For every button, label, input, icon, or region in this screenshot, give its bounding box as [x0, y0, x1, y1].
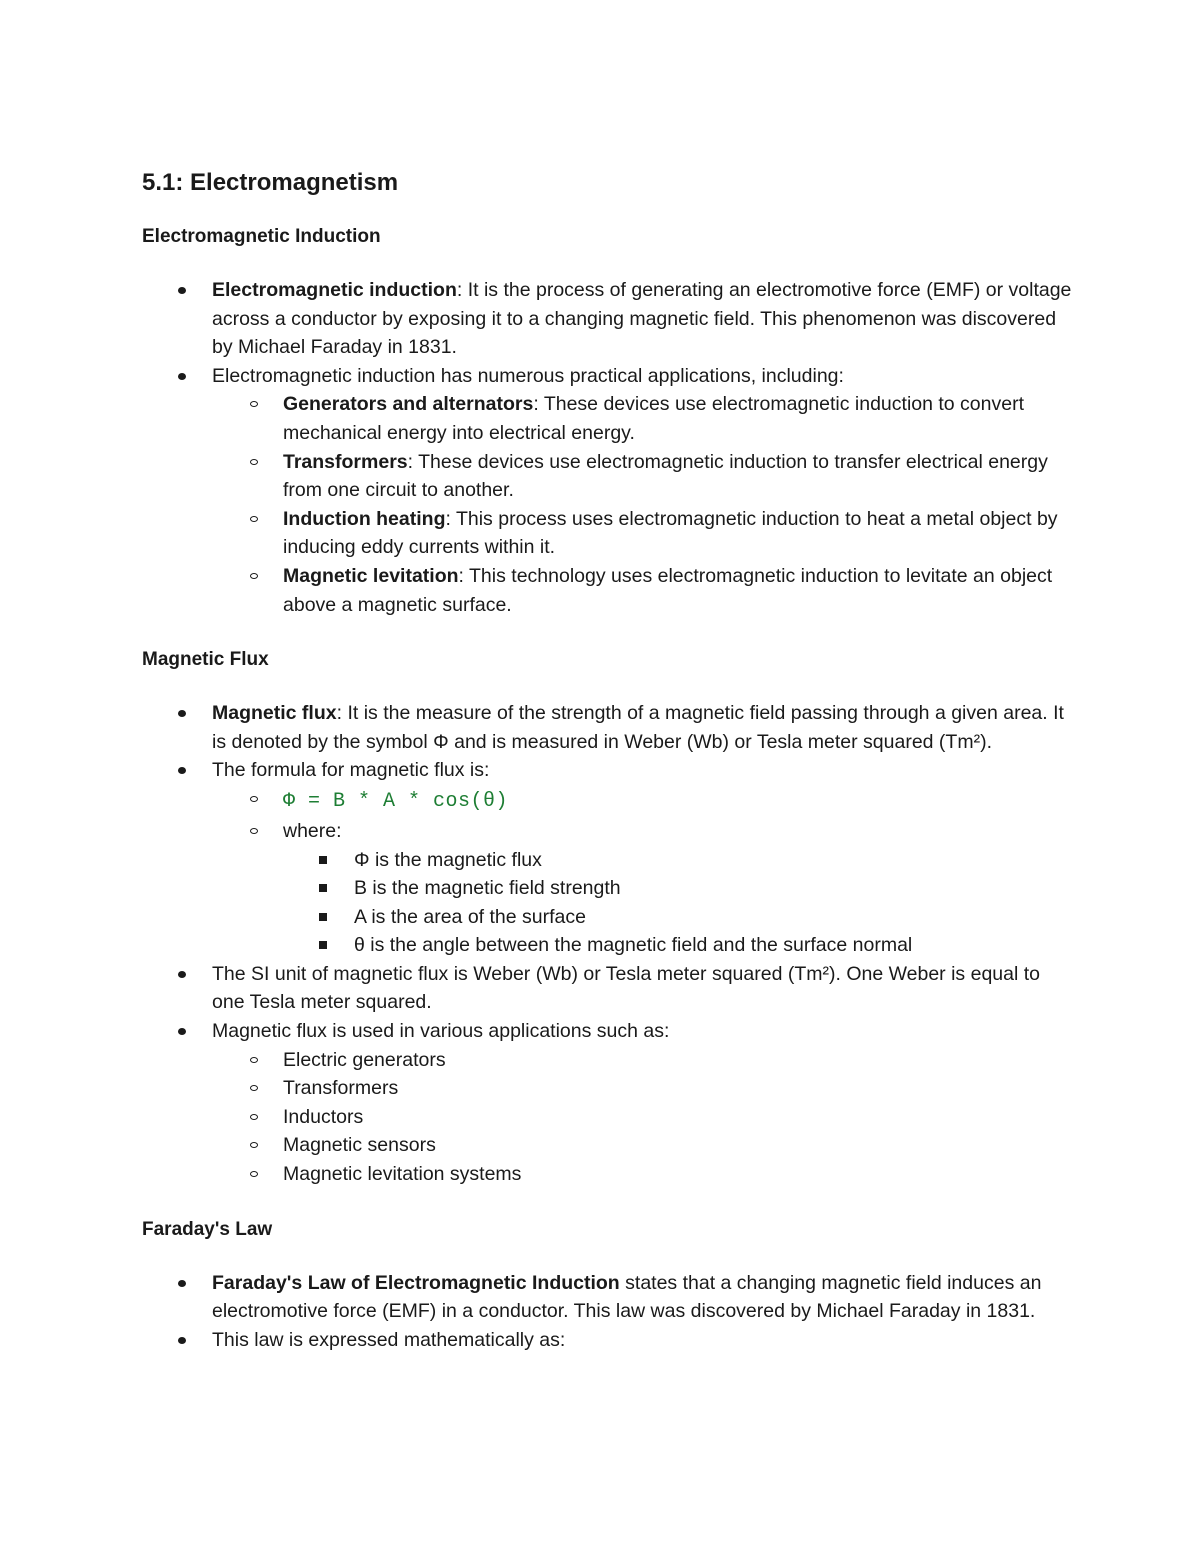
term: Electromagnetic induction — [212, 279, 457, 301]
section-heading-faraday: Faraday's Law — [142, 1218, 273, 1240]
definition-text: states that a changing magnetic field induces an electromotive force (EMF) in a conductor. This law was discovered by Michael Faraday in 1831. — [212, 1271, 1042, 1323]
page-title: 5.1: Electromagnetism — [142, 169, 399, 196]
list-item — [283, 505, 1072, 562]
list-item — [212, 1017, 1072, 1189]
list-item — [212, 276, 1072, 362]
list-item: Magnetic sensors — [283, 1131, 1072, 1160]
list-item: θ is the angle between the magnetic field and the surface normal — [354, 931, 1072, 960]
definition-text: : These devices use electromagnetic induction to convert mechanical energy into electrical energy. — [283, 393, 1025, 444]
list-item: The SI unit of magnetic flux is Weber (Wb) or Tesla meter squared (Tm²). One Weber is equal to one Tesla meter squared. — [212, 960, 1072, 1017]
term: Magnetic levitation — [283, 564, 459, 587]
term: Induction heating — [283, 507, 446, 530]
flux-list — [142, 699, 1072, 1189]
list-item — [283, 562, 1072, 619]
definition-text: : This process uses electromagnetic induction to heat a metal object by inducing eddy currents within it. — [283, 507, 1058, 559]
uses-list — [212, 1046, 1072, 1189]
definition-text: : This technology uses electromagnetic induction to levitate an object above a magnetic surface. — [283, 564, 1053, 616]
section-heading-induction: Electromagnetic Induction — [142, 226, 381, 247]
flux-formula: Φ = B * A * cos(θ) — [283, 789, 509, 813]
list-item — [212, 756, 1072, 960]
term: Magnetic flux — [212, 702, 337, 725]
list-text: where: — [283, 819, 342, 842]
list-text: Magnetic flux is used in various applications such as: — [212, 1020, 670, 1043]
formula-list — [212, 785, 1072, 960]
list-item — [212, 1269, 1072, 1326]
definition-text: : It is the measure of the strength of a magnetic field passing through a given area. It is denoted by the symbol Φ and is measured in Weber (Wb) or Tesla meter squared (Tm²). — [212, 702, 1064, 753]
list-item: Magnetic levitation systems — [283, 1160, 1072, 1189]
list-item: A is the area of the surface — [354, 903, 1072, 932]
list-item — [283, 390, 1072, 447]
variables-list — [283, 846, 1072, 960]
list-text: The formula for magnetic flux is: — [212, 759, 490, 782]
list-item — [283, 448, 1072, 505]
definition-text: : It is the process of generating an electromotive force (EMF) or voltage across a conductor by exposing it to a changing magnetic field. This phenomenon was discovered by Michael Faraday in 1831. — [212, 279, 1072, 359]
list-item — [283, 785, 1072, 817]
term: Generators and alternators — [283, 393, 534, 416]
list-item: Inductors — [283, 1103, 1072, 1132]
term: Transformers — [283, 450, 408, 473]
section-heading-flux: Magnetic Flux — [142, 649, 269, 671]
list-item: B is the magnetic field strength — [354, 874, 1072, 903]
applications-list — [212, 390, 1072, 619]
list-item: Electric generators — [283, 1046, 1072, 1075]
definition-text: : These devices use electromagnetic induction to transfer electrical energy from one circuit to another. — [283, 450, 1048, 502]
list-item: Φ is the magnetic flux — [354, 846, 1072, 875]
list-item — [212, 699, 1072, 756]
document-page — [142, 166, 1072, 1354]
list-item — [283, 817, 1072, 960]
list-item: Transformers — [283, 1074, 1072, 1103]
list-item — [212, 362, 1072, 619]
faraday-list — [142, 1269, 1072, 1355]
list-text: Electromagnetic induction has numerous practical applications, including: — [212, 364, 844, 387]
list-item: This law is expressed mathematically as: — [212, 1326, 1072, 1355]
induction-list — [142, 276, 1072, 619]
term: Faraday's Law of Electromagnetic Induction — [212, 1271, 620, 1294]
